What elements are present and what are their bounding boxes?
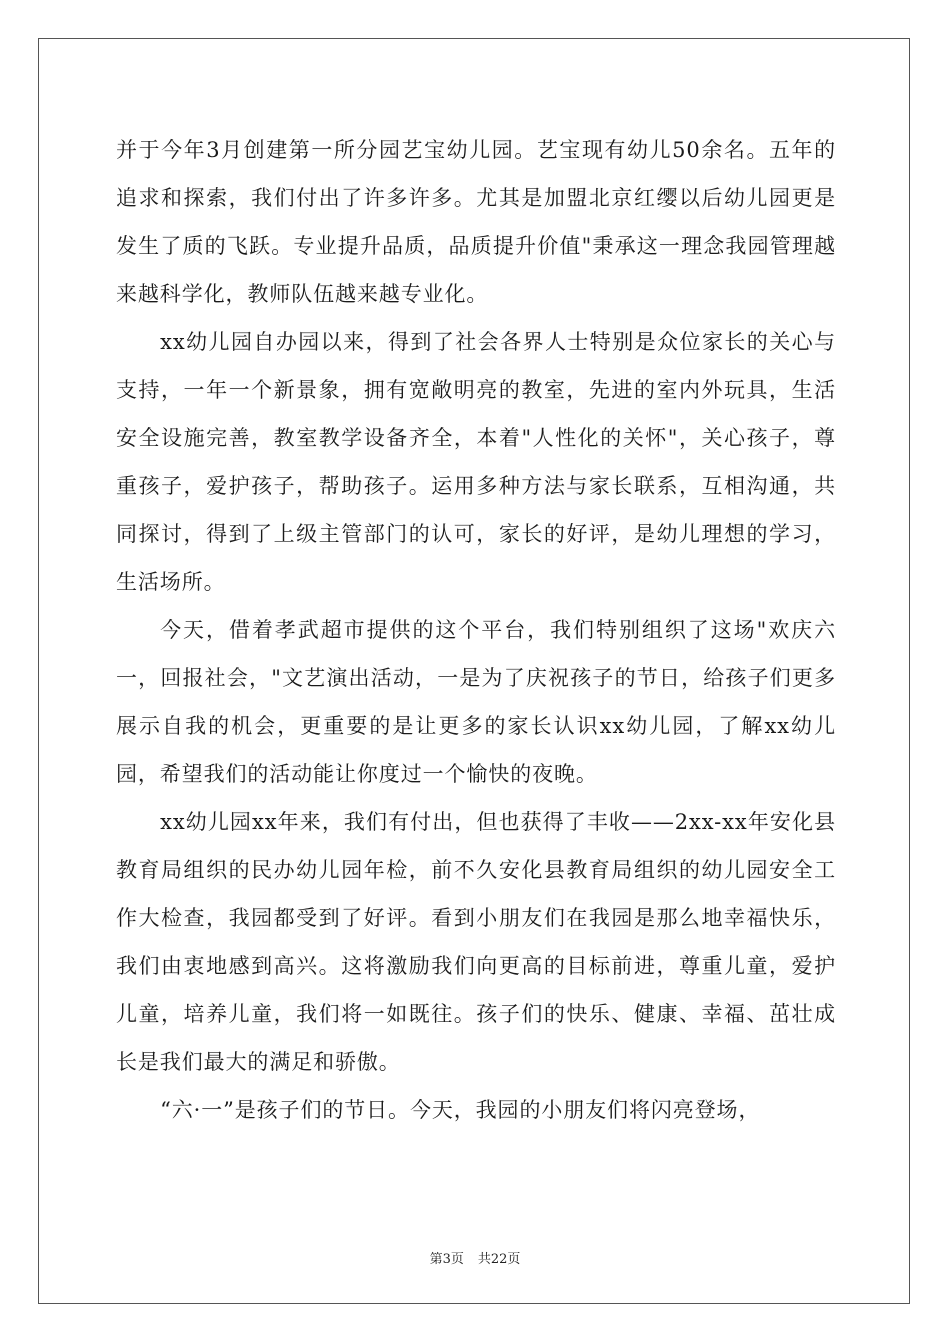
paragraph-4: xx幼儿园xx年来，我们有付出，但也获得了丰收——2xx-xx年安化县教育局组织的民办幼儿园年检，前不久安化县教育局组织的幼儿园安全工作大检查，我园都受到了好评。看到小朋友们在我园是那么地幸福快乐，我们由衷地感到高兴。这将激励我们向更高的目标前进，尊重儿童，爱护儿童，培养儿童，我们将一如既往。孩子们的快乐、健康、幸福、茁壮成长是我们最大的满足和骄傲。 <box>116 810 836 1074</box>
page-number: 第3页 <box>429 1252 464 1267</box>
document-body <box>116 126 836 1134</box>
page-total: 共22页 <box>477 1252 521 1267</box>
paragraph-2: xx幼儿园自办园以来，得到了社会各界人士特别是众位家长的关心与支持，一年一个新景象，拥有宽敞明亮的教室，先进的室内外玩具，生活安全设施完善，教室教学设备齐全，本着"人性化的关怀"，关心孩子，尊重孩子，爱护孩子，帮助孩子。运用多种方法与家长联系，互相沟通，共同探讨，得到了上级主管部门的认可，家长的好评，是幼儿理想的学习，生活场所。 <box>116 330 836 594</box>
page-footer <box>0 1248 950 1267</box>
paragraph-5: “六·一”是孩子们的节日。今天，我园的小朋友们将闪亮登场， <box>160 1098 761 1122</box>
paragraph-1: 并于今年3月创建第一所分园艺宝幼儿园。艺宝现有幼儿50余名。五年的追求和探索，我们付出了许多许多。尤其是加盟北京红缨以后幼儿园更是发生了质的飞跃。专业提升品质，品质提升价值"秉承这一理念我园管理越来越科学化，教师队伍越来越专业化。 <box>116 138 836 306</box>
paragraph-3: 今天，借着孝武超市提供的这个平台，我们特别组织了这场"欢庆六一，回报社会，"文艺演出活动，一是为了庆祝孩子的节日，给孩子们更多展示自我的机会，更重要的是让更多的家长认识xx幼儿园，了解xx幼儿园，希望我们的活动能让你度过一个愉快的夜晚。 <box>116 618 836 786</box>
